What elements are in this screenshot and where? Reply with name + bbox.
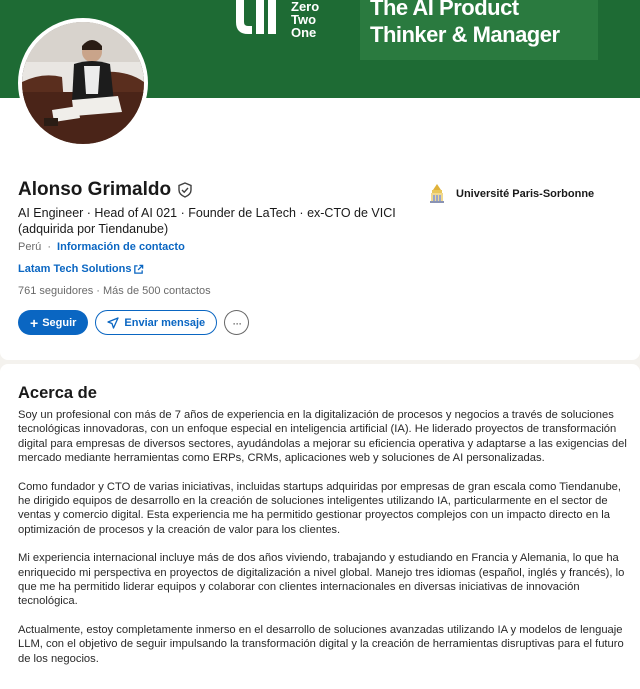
banner-logo-line: One: [291, 25, 317, 40]
profile-avatar[interactable]: [18, 18, 148, 148]
more-actions-button[interactable]: ···: [224, 310, 249, 335]
send-message-label: Enviar mensaje: [124, 316, 206, 329]
about-paragraph: Soy un profesional con más de 7 años de experiencia en la digitalización de procesos y negocios a través de soluciones tecnológicas innovadoras, con un enfoque especial en inteligencia artificial (IA). He liderado proyectos de transformación digital para empresas de diversos sectores, ayudándolas a mejorar su eficiencia operativa y adaptarse a las exigencias del mercado mediante herramientas como ERPs, CRMs, aplicaciones web y soluciones de AI personalizadas.: [18, 409, 627, 465]
banner-headline-line: The AI Product: [370, 0, 519, 20]
contact-info-link[interactable]: Información de contacto: [57, 241, 185, 253]
company-link-label: Latam Tech Solutions: [18, 263, 132, 275]
about-paragraph: Actualmente, estoy completamente inmerso en el desarrollo de soluciones avanzadas utilizando IA y modelos de lenguaje LLM, con el objetivo de seguir impulsando la transformación digital y la creación de herramientas disruptivas para el futuro de los negocios.: [18, 623, 624, 665]
profile-headline: AI Engineer · Head of AI 021 · Founder de LaTech · ex-CTO de VICI (adquirida por Tiendanube): [18, 206, 396, 236]
banner-logo-line: Two: [291, 12, 317, 27]
separator: ·: [47, 241, 51, 253]
avatar-photo: [22, 22, 144, 144]
network-stats[interactable]: 761 seguidores · Más de 500 contactos: [18, 285, 211, 297]
send-message-button[interactable]: [95, 310, 217, 335]
about-paragraph: Como fundador y CTO de varias iniciativas, incluidas startups adquiridas por empresas de gran escala como Tiendanube, he dirigido equipos de desarrollo en la creación de soluciones inteligentes utilizando IA, particularmente en el sector de ventas y comercio digital. Esta experiencia me ha permitido gestionar proyectos complejos con un impacto directo en la optimización de procesos y la creación de valor para los clientes.: [18, 480, 621, 536]
university-logo-icon: [428, 183, 446, 205]
company-website-link[interactable]: [18, 263, 144, 275]
external-link-icon: [133, 264, 144, 275]
banner-logo-line: Zero: [291, 0, 320, 14]
banner-headline-line: Thinker & Manager: [370, 22, 560, 47]
shield-check-icon[interactable]: [177, 182, 193, 198]
plus-icon: +: [30, 314, 39, 331]
location-row: [18, 241, 185, 253]
about-title: Acerca de: [18, 384, 97, 402]
profile-location: Perú: [18, 241, 42, 253]
follow-button[interactable]: [18, 310, 88, 335]
about-paragraph: Mi experiencia internacional incluye más de dos años viviendo, trabajando y estudiando en Francia y Alemania, lo que ha enriquecido mi perspectiva en proyectos de digitalización a nivel global. Manejo tres idiomas (español, inglés y francés), lo que me ha permitido liderar equipos y colaborar con clientes internacionales en diversas iniciativas de innovación tecnológica.: [18, 552, 625, 608]
zero-two-one-logo-icon: [232, 0, 284, 38]
school-name: Université Paris-Sorbonne: [456, 188, 595, 200]
about-body: [18, 408, 630, 680]
banner-headline: [370, 0, 560, 48]
education-item[interactable]: [428, 183, 594, 205]
banner-logo-text: [291, 0, 351, 39]
profile-name: Alonso Grimaldo: [18, 179, 172, 200]
follow-button-label: Seguir: [42, 316, 77, 329]
name-row: [18, 179, 193, 201]
profile-actions: [18, 310, 249, 335]
send-icon: [107, 317, 119, 329]
about-section: [0, 364, 640, 689]
